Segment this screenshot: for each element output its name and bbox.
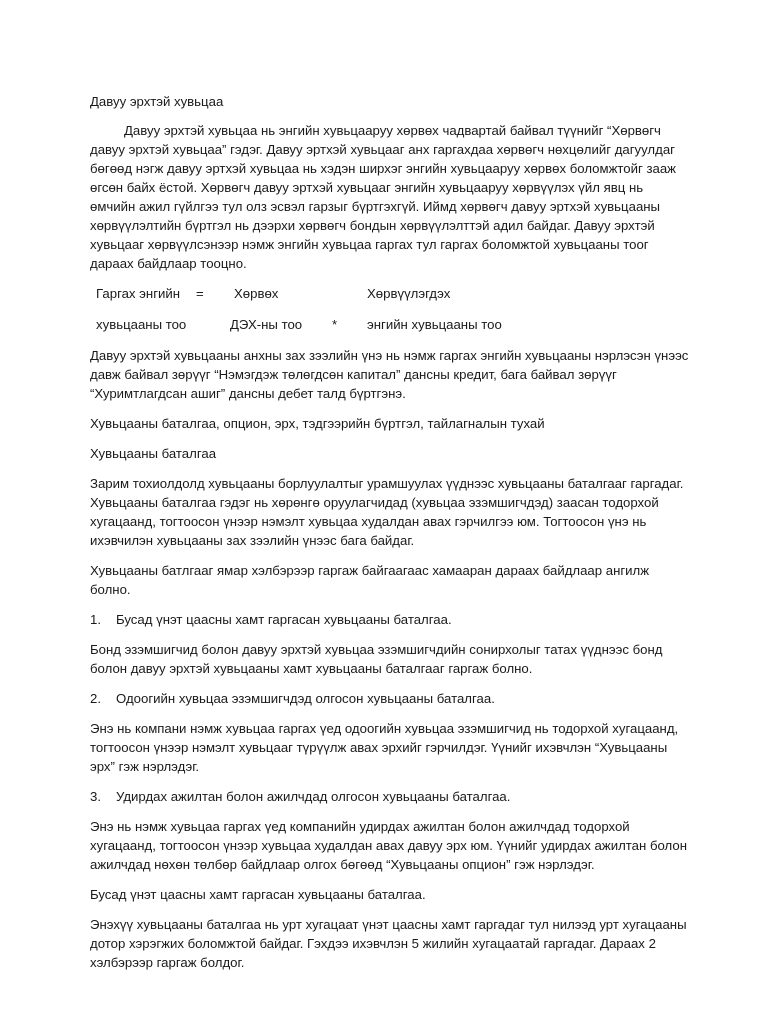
list-item bbox=[90, 610, 690, 629]
list-number: 1. bbox=[90, 612, 101, 627]
formula-term: Гаргах энгийн bbox=[96, 286, 181, 301]
formula-term: Хөрвүүлэгдэх bbox=[367, 286, 451, 301]
formula-term: ДЭХ-ны тоо bbox=[230, 317, 303, 332]
formula-term: Хөрвөх bbox=[234, 286, 279, 301]
formula-equals: = bbox=[196, 286, 204, 301]
list-item bbox=[90, 689, 690, 708]
subheading: Хувьцааны баталгаа, опцион, эрх, тэдгээрийн бүртгэл, тайлагналын тухай bbox=[90, 416, 545, 431]
intro-paragraph: Давуу эрхтэй хувьцаа нь энгийн хувьцааруу хөрвөх чадвартай байвал түүнийг “Хөрвөгч давуу эрхтэй хувьцаа” гэдэг. Давуу эртхэй хувьцааг анх гаргахдаа хөрвөгч нөхцөлийг дагуулдаг бөгөөд нэгж давуу эртхэй хувьцаа нь хэдэн ширхэг энгийн хувьцааруу хөрвөх боломжтойг зааж өгсөн байх ёстой. Хөрвөгч давуу эртхэй хувьцааг энгийн хувьцааруу хөрвүүлэх үйл явц нь өмчийн ажил гүйлгээ тул олз эсвэл гарзыг бүртгэхгүй. Иймд хөрвөгч давуу эртхэй хувьцааны хөрвүүлэлтийн бүртгэл нь дээрхи хөрвөгч бондын хөрвүүлэлттэй адил байдаг. Давуу эрхтэй хувьцааг хөрвүүлсэнээр нэмж энгийн хувьцаа гаргах тул гаргах боломжтой хувьцааны тоог дараах байдлаар тооцно. bbox=[90, 123, 676, 271]
subheading: Хувьцааны баталгаа bbox=[90, 446, 217, 461]
formula-term: хувьцааны тоо bbox=[96, 317, 187, 332]
list-number: 2. bbox=[90, 691, 101, 706]
subheading: Бусад үнэт цаасны хамт гаргасан хувьцааны баталгаа. bbox=[90, 887, 426, 902]
document-page bbox=[90, 92, 690, 983]
paragraph: Энэ нь нэмж хувьцаа гаргах үед компанийн удирдах ажилтан болон ажилчдад тодорхой хугацаанд, тогтоосон үнээр хувьцаа худалдан авах давуу эрх юм. Үүнийг удирдах ажилтан болон ажилчдад нөхөн төлбөр байдлаар олгох бөгөөд “Хувьцааны опцион” гэж нэрлэдэг. bbox=[90, 819, 688, 872]
paragraph: Энэ нь компани нэмж хувьцаа гаргах үед одоогийн хувьцаа эзэмшигчид нь тодорхой хугацаанд, тогтоосон үнээр нэмэлт хувьцааг түрүүлж авах эрхийг гэрчилдэг. Үүнийг ихэвчлэн “Хувьцааны эрх” гэж нэрлэдэг. bbox=[90, 721, 679, 774]
list-item bbox=[90, 787, 690, 806]
paragraph: Давуу эрхтэй хувьцааны анхны зах зээлийн үнэ нь нэмж гаргах энгийн хувьцааны нэрлэсэн үнээс давж байвал зөрүүг “Нэмэгдэж төлөгдсөн капитал” дансны кредит, бага байвал зөрүүг “Хуримтлагдсан ашиг” дансны дебет талд бүртгэнэ. bbox=[90, 348, 689, 401]
list-text: Одоогийн хувьцаа эзэмшигчдэд олгосон хувьцааны баталгаа. bbox=[116, 691, 495, 706]
formula-multiply: * bbox=[332, 317, 338, 332]
paragraph: Энэхүү хувьцааны баталгаа нь урт хугацаат үнэт цаасны хамт гаргадаг тул нилээд урт хугацааны дотор хэрэгжих боломжтой байдаг. Гэхдээ ихэвчлэн 5 жилийн хугацаатай гаргадаг. Дараах 2 хэлбэрээр гаргаж болдог. bbox=[90, 917, 687, 970]
paragraph: Хувьцааны батлгааг ямар хэлбэрээр гаргаж байгаагаас хамааран дараах байдлаар ангилж болно. bbox=[90, 563, 650, 597]
list-number: 3. bbox=[90, 789, 101, 804]
paragraph: Бонд эзэмшигчид болон давуу эрхтэй хувьцаа эзэмшигчдийн сонирхолыг татах үүднээс бонд болон давуу эрхтэй хувьцааны хамт хувьцааны баталгааг гаргаж болно. bbox=[90, 642, 663, 676]
paragraph: Зарим тохиолдолд хувьцааны борлуулалтыг урамшуулах үүднээс хувьцааны баталгааг гаргадаг. Хувьцааны баталгаа гэдэг нь хөрөнгө оруулагчидад (хувьцаа эзэмшигчдэд) заасан тодорхой хугацаанд, тогтоосон үнээр нэмэлт хувьцаа худалдан авах гэрчилгээ юм. Тогтоосон үнэ нь ихэвчилэн хувьцааны зах зээлийн үнээс бага байдаг. bbox=[90, 476, 684, 548]
formula-row-1 bbox=[90, 284, 690, 303]
formula-term: энгийн хувьцааны тоо bbox=[367, 317, 502, 332]
section-title: Давуу эрхтэй хувьцаа bbox=[90, 94, 224, 109]
list-text: Удирдах ажилтан болон ажилчдад олгосон хувьцааны баталгаа. bbox=[116, 789, 511, 804]
list-text: Бусад үнэт цаасны хамт гаргасан хувьцааны баталгаа. bbox=[116, 612, 452, 627]
formula-row-2 bbox=[90, 315, 690, 334]
